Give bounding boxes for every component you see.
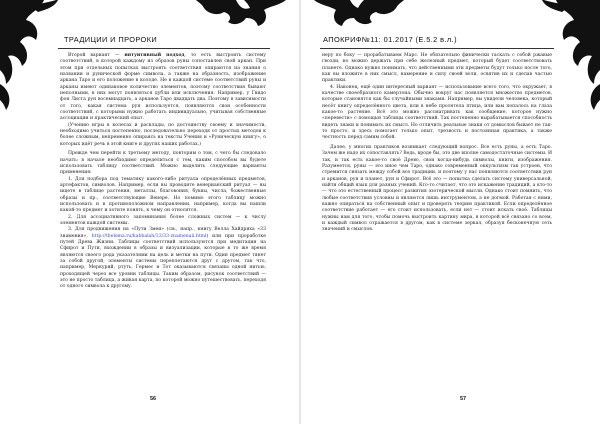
body-text [60, 53, 266, 291]
ornament-top-left [0, 0, 58, 130]
page-number: 57 [460, 396, 467, 402]
header-rule [58, 48, 270, 49]
paragraph: неру по боку — прорабатываем Марс. Не обязательно финически таскать с собой ржавые гвозди, но можно держать при себе железный предмет, который будет соответствовать планете. Однако нужно понимать, что действенными эти предметы будут только после того, как вы вложите в них смысл, намерение и силу своей воли, освятив их и сделав частью практики. [322, 53, 552, 84]
right-page [300, 0, 600, 424]
list-item: 2. Для ассоциативного запоминания более сложных систем — к числу элементов каждой системы. [60, 214, 266, 226]
running-header: АПОКРИФ№11: 01.2017 (Е.5.2 в.л.) [323, 35, 457, 44]
list-item: 4. Наконец, ещё один интересный вариант — использование всего того, что окружает, в качестве своеобразного камертона. Обычно вокруг нас появляется множество предметов, которые становятся как бы случайными знаками. Например, вы увидели человека, который несёт книгу определённого цвета, или в небе пролетела птица, или вам попалось на глаза какое-то растение. Всё это можно рассматривать как сообщение, которое нужно «перевести» с помощью таблицы соответствий. Так постепенно вырабатывается способность видеть знаки и понимать их смысл. Но отличить реальные знаки от домыслов бывает не так-то просто, и здесь помогает только опыт, трезвость и постоянная практика, а также честность перед самим собой. [322, 84, 552, 141]
list-item: 3. Для продвижения на «Пути Змеи» (см., напр., книгу Велла Хайдриха «33 знамения», http://thelema.ru/kabbalah/33/33-znamenaii.html) или при проработке путей Древа Жизни. Таблицы соответствий используются при медитации на Сфирот и Пути, вхождении в образы и визуализации, которые в то же время являются своего рода указателями на цель и метки на пути. Один предмет тянет за собой другой, элементы системы переплетаются друг с другом, так что, например, Меркурий, ртуть, Гермес и Тот оказываются связаны одной нитью, проходящей через все уровни таблицы. Таким образом, рисунок соответствий — это не просто таблица, а живая карта, по которой можно путешествовать, переходя от одного символа к другому. [60, 227, 266, 290]
body-text [322, 53, 552, 234]
paragraph: (Учению игры в колесах и расклады, по достоинству своему и значимости, необходимо учиться постепенно, последовательно переходя от простых методов к более сложным, непременно опираясь на тексты Учения и «Руническую книгу», о которых идёт речь в этой книге и других наших работах.) [60, 122, 266, 147]
paragraph: Прежде чем перейти к третьему методу, повторим о том, с чего бы следовало начать: в начале необходимо определиться с тем, каким способом вы будете использовать таблицу соответствий. Можно выделить следующие варианты применения: [60, 151, 266, 176]
paragraph: Далее, у многих практиков возникает следующий вопрос. Все есть руны, а есть Таро. Зачем же надо их сопоставлять? Ведь, вроде бы, это две вполне самодостаточные системы. И так, и так есть какое-то своё Древо, свои когда-нибудь символы, книги, изображения. Разумеется, руны — это иное чем Таро, однако современный оккультизм так устроен, что стремится связать между собой все традиции, и поэтому у нас появляются соответствия рун и арканов, рун и планет, рун и Сфирот. Всё это — попытка сделать систему универсальной, найти общий язык для разных учений. Кто-то считает, что это искажение традиций, а кто-то — что это естественный процесс развития эзотерической мысли. Однако стоит помнить, что любые соответствия условны и являются лишь инструментом, а не догмой. Работая с ними, важно опираться на собственный опыт и проверять теорию практикой. Если определённое соответствие работает — его стоит использовать, если нет — стоит искать своё. Таблицы нужны нам для того, чтобы помочь выстроить картину мира, в которой всё связано со всем, и каждый символ отражается в другом, как в системе зеркал, образуя бесконечную сеть значений и смыслов. [322, 144, 552, 233]
bold-term: интуитивный подход [124, 53, 185, 58]
paragraph: Второй вариант — интуитивный подход, то есть выстроить систему соответствий, в которой каждому из образов руны сопоставлен свой аркан. При этом при отдельных попытках выстроить соответствия опираются на знания о названии и рунической форме символа, а также на образность, изображение аркана Таро и его положение в колоде. Не в каждой системе соответствий руны и арканы имеют одинаковое количество элементов, поэтому соответствия бывают неполными, в них могут появляться дубли или исключения. Например, у Гвидо фон Листа рун восемнадцать, а арканов Таро двадцать два. Поэтому в зависимости от того, какая система рун используется, появляются свои особенности соответствий, с которыми нужно работать индивидуально, учитывая собственные ассоциации и практический опыт. [60, 53, 266, 122]
page-number: 56 [150, 396, 157, 402]
running-header: ТРАДИЦИИ И ПРОРОКИ [64, 35, 158, 44]
url-link[interactable]: http://thelema.ru/kabbalah/33/33-znamenaii.html [91, 233, 207, 239]
ornament-top-center-left [196, 0, 286, 40]
list-item: 1. Для подбора под тематику какого-либо ритуала определённых предметов, артефактов, символов. Например, если вы проводите венерианский ритуал — вы ищете в таблице растения, металлы, благовония, буквы, числа, божественные образы и пр., соответствующие Венере. Но помимо этого таблицу можно использовать и в противоположном направлении, например, когда вы нашли какой-то предмет и хотите понять, к чему он относится. [60, 176, 266, 214]
header-rule [320, 48, 554, 49]
ornament-top-center-right [314, 0, 404, 40]
